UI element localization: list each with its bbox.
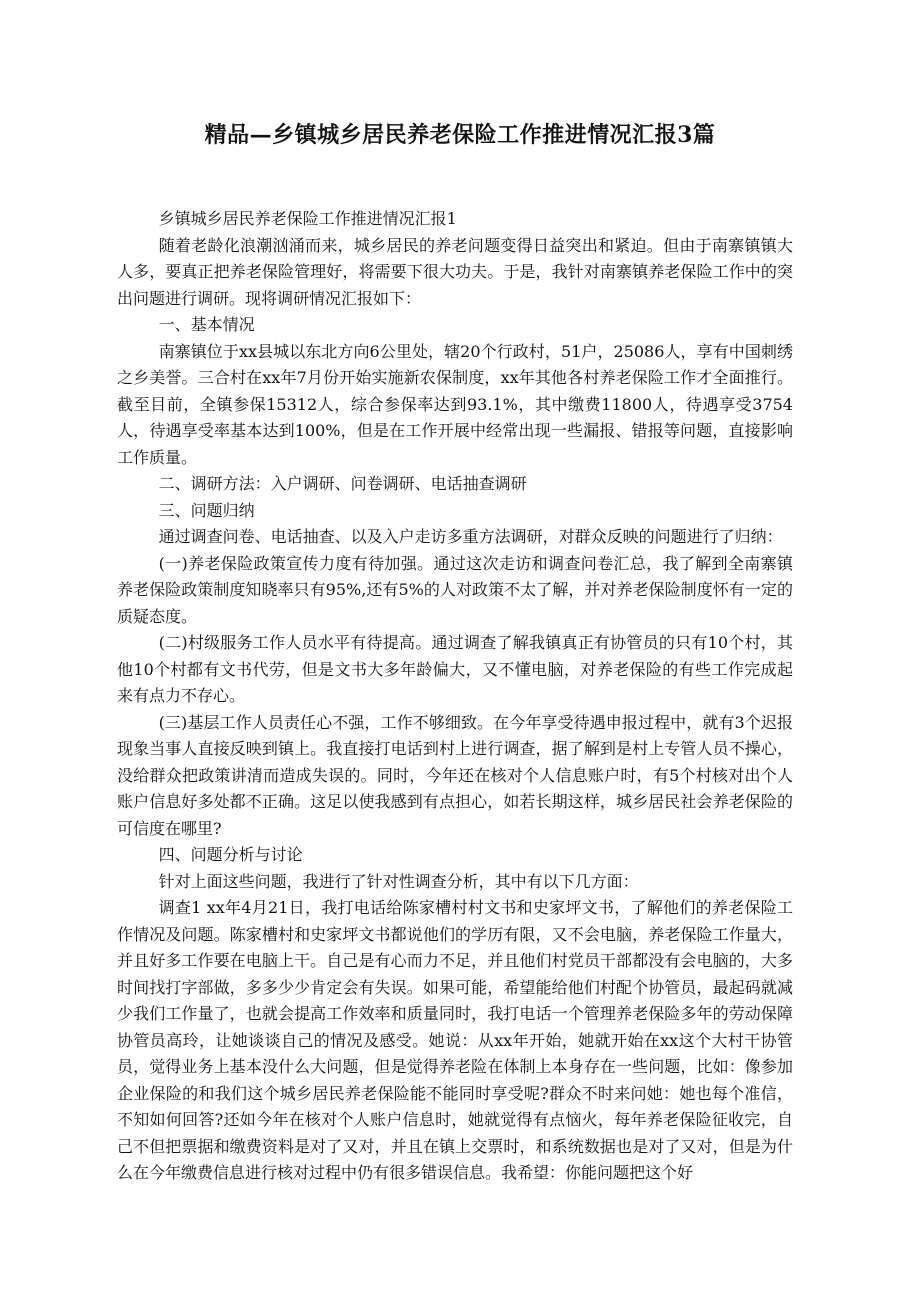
intro-paragraph: 随着老龄化浪潮汹涌而来，城乡居民的养老问题变得日益突出和紧迫。但由于南寨镇镇大人多，要真正把养老保险管理好，将需要下很大功夫。于是，我针对南寨镇养老保险工作中的突出问题进行调研。现将调研情况汇报如下： bbox=[117, 235, 793, 308]
section-heading-problems: 三、问题归纳 bbox=[158, 500, 255, 520]
problem-1-paragraph: (一)养老保险政策宣传力度有待加强。通过这次走访和调查问卷汇总，我了解到全南寨镇养老保险政策制度知晓率只有95%,还有5%的人对政策不太了解，并对养老保险制度怀有一定的质疑态度。 bbox=[117, 553, 793, 626]
analysis-intro-paragraph: 针对上面这些问题，我进行了针对性调查分析，其中有以下几方面： bbox=[158, 871, 639, 891]
survey-1-paragraph: 调查1 xx年4月21日，我打电话给陈家槽村村文书和史家坪文书，了解他们的养老保险工作情况及问题。陈家槽村和史家坪文书都说他们的学历有限，又不会电脑，养老保险工作量大，并且好多工作要在电脑上干。自己是有心而力不足，并且他们村党员干部都没有会电脑的，大多时间找打字部做，多多少少肯定会有失误。如果可能，希望能给他们村配个协管员，最起码就减少我们工作量了，也就会提高工作效率和质量同时，我打电话一个管理养老保险多年的劳动保障协管员高玲，让她谈谈自己的情况及感受。她说：从xx年开始，她就开始在xx这个大村干协管员，觉得业务上基本没什么大问题，但是觉得养老险在体制上本身存在一些问题，比如：像参加企业保险的和我们这个城乡居民养老保险能不能同时享受呢?群众不时来问她：她也每个准信，不知如何回答?还如今年在核对个人账户信息时，她就觉得有点恼火，每年养老保险征收完，自己不但把票据和缴费资料是对了又对，并且在镇上交票时，和系统数据也是对了又对，但是为什么在今年缴费信息进行核对过程中仍有很多错误信息。我希望：你能问题把这个好 bbox=[117, 898, 793, 1182]
problems-intro-paragraph: 通过调查问卷、电话抽查、以及入户走访多重方法调研，对群众反映的问题进行了归纳： bbox=[158, 527, 783, 546]
basic-info-paragraph: 南寨镇位于xx县城以东北方向6公里处，辖20个行政村，51户，25086人，享有中国刺绣之乡美誉。三合村在xx年7月份开始实施新农保制度，xx年其他各村养老保险工作才全面推行。截至目前，全镇参保15312人，综合参保率达到93.1%，其中缴费11800人，待遇享受3754人，待遇享受率基本达到100%，但是在工作开展中经常出现一些漏报、错报等问题，直接影响工作质量。 bbox=[117, 341, 793, 467]
section-heading-analysis: 四、问题分析与讨论 bbox=[158, 845, 303, 864]
document-title: 精品—乡镇城乡居民养老保险工作推进情况汇报3篇 bbox=[204, 122, 716, 148]
document-body bbox=[117, 206, 793, 1187]
section-heading-basic: 一、基本情况 bbox=[158, 315, 255, 334]
subtitle-paragraph: 乡镇城乡居民养老保险工作推进情况汇报1 bbox=[158, 209, 457, 228]
problem-2-paragraph: (二)村级服务工作人员水平有待提高。通过调查了解我镇真正有协管员的只有10个村，其他10个村都有文书代劳，但是文书大多年龄偏大，又不懂电脑，对养老保险的有些工作完成起来有点力不存心。 bbox=[117, 633, 793, 705]
section-heading-method: 二、调研方法：入户调研、问卷调研、电话抽查调研 bbox=[158, 474, 527, 493]
problem-3-paragraph: (三)基层工作人员责任心不强，工作不够细致。在今年享受待遇申报过程中，就有3个迟报现象当事人直接反映到镇上。我直接打电话到村上进行调查，据了解到是村上专管人员不操心，没给群众把政策讲清而造成失误的。同时，今年还在核对个人信息账户时，有5个村核对出个人账户信息好多处都不正确。这足以使我感到有点担心，如若长期这样，城乡居民社会养老保险的可信度在哪里? bbox=[117, 712, 793, 838]
